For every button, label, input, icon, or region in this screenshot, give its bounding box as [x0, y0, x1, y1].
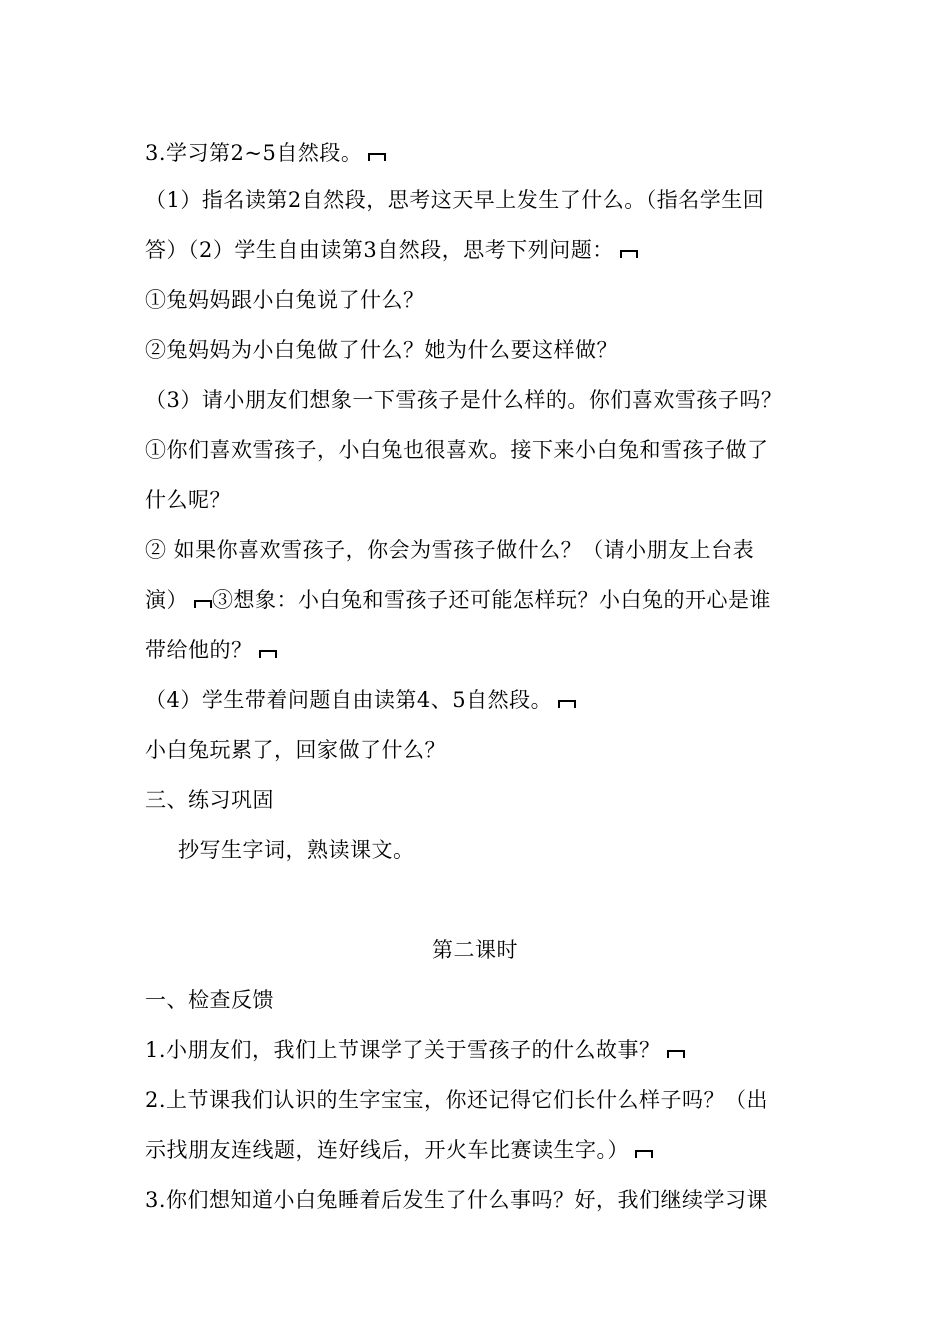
text-line: [145, 1136, 653, 1164]
return-mark-icon: [635, 1150, 653, 1158]
line-text: 带给他的？: [145, 638, 253, 662]
line-text: 什么呢？: [145, 488, 231, 512]
text-line: [145, 536, 754, 564]
line-text: ③想象：小白兔和雪孩子还可能怎样玩？小白兔的开心是谁: [212, 588, 771, 612]
text-line: [145, 336, 618, 364]
text-line: [178, 836, 415, 864]
text-line: [145, 1036, 685, 1064]
line-text: 演）: [145, 588, 188, 612]
text-line: [145, 186, 764, 214]
return-mark-icon: [368, 153, 386, 161]
text-line: [145, 236, 638, 264]
line-text: 答）（2）学生自由读第3自然段，思考下列问题：: [145, 238, 614, 262]
line-text: 示找朋友连线题，连好线后，开火车比赛读生字。）: [145, 1138, 629, 1162]
line-text: （4）学生带着问题自由读第4、5自然段。: [145, 688, 553, 712]
text-line: [145, 486, 231, 514]
line-text: ①你们喜欢雪孩子，小白兔也很喜欢。接下来小白兔和雪孩子做了: [145, 438, 769, 462]
return-mark-icon: [259, 650, 277, 658]
section-heading: [145, 986, 274, 1014]
line-text: 一、检查反馈: [145, 988, 274, 1012]
text-line: [145, 736, 446, 764]
line-text: 2.上节课我们认识的生字宝宝，你还记得它们长什么样子吗？（出: [145, 1088, 769, 1112]
text-line: [145, 686, 576, 714]
line-text: 3.学习第2~5自然段。: [145, 141, 363, 165]
text-line: [145, 386, 782, 414]
return-mark-icon: [558, 700, 576, 708]
text-line: [145, 1086, 768, 1114]
line-text: 1.小朋友们，我们上节课学了关于雪孩子的什么故事？: [145, 1038, 661, 1062]
section-heading: [145, 786, 274, 814]
text-line: [145, 636, 277, 664]
text-line: [145, 139, 386, 167]
text-line: [145, 1186, 768, 1214]
return-mark-icon: [667, 1050, 685, 1058]
return-mark-icon: [194, 600, 212, 608]
line-text: ②兔妈妈为小白兔做了什么？她为什么要这样做？: [145, 338, 618, 362]
line-text: 3.你们想知道小白兔睡着后发生了什么事吗？好，我们继续学习课: [145, 1188, 769, 1212]
text-line: [145, 286, 425, 314]
lesson-title: [0, 936, 950, 964]
line-text: 第二课时: [432, 938, 518, 962]
line-text: 三、练习巩固: [145, 788, 274, 812]
text-line: [145, 436, 769, 464]
line-text: 抄写生字词，熟读课文。: [178, 838, 415, 862]
line-text: 小白兔玩累了，回家做了什么？: [145, 738, 446, 762]
line-text: ② 如果你喜欢雪孩子，你会为雪孩子做什么？（请小朋友上台表: [145, 538, 755, 562]
line-text: （3）请小朋友们想象一下雪孩子是什么样的。你们喜欢雪孩子吗？: [145, 388, 783, 412]
line-text: （1）指名读第2自然段，思考这天早上发生了什么。（指名学生回: [145, 188, 765, 212]
return-mark-icon: [620, 250, 638, 258]
line-text: ①兔妈妈跟小白兔说了什么？: [145, 288, 425, 312]
text-line: [145, 586, 771, 614]
